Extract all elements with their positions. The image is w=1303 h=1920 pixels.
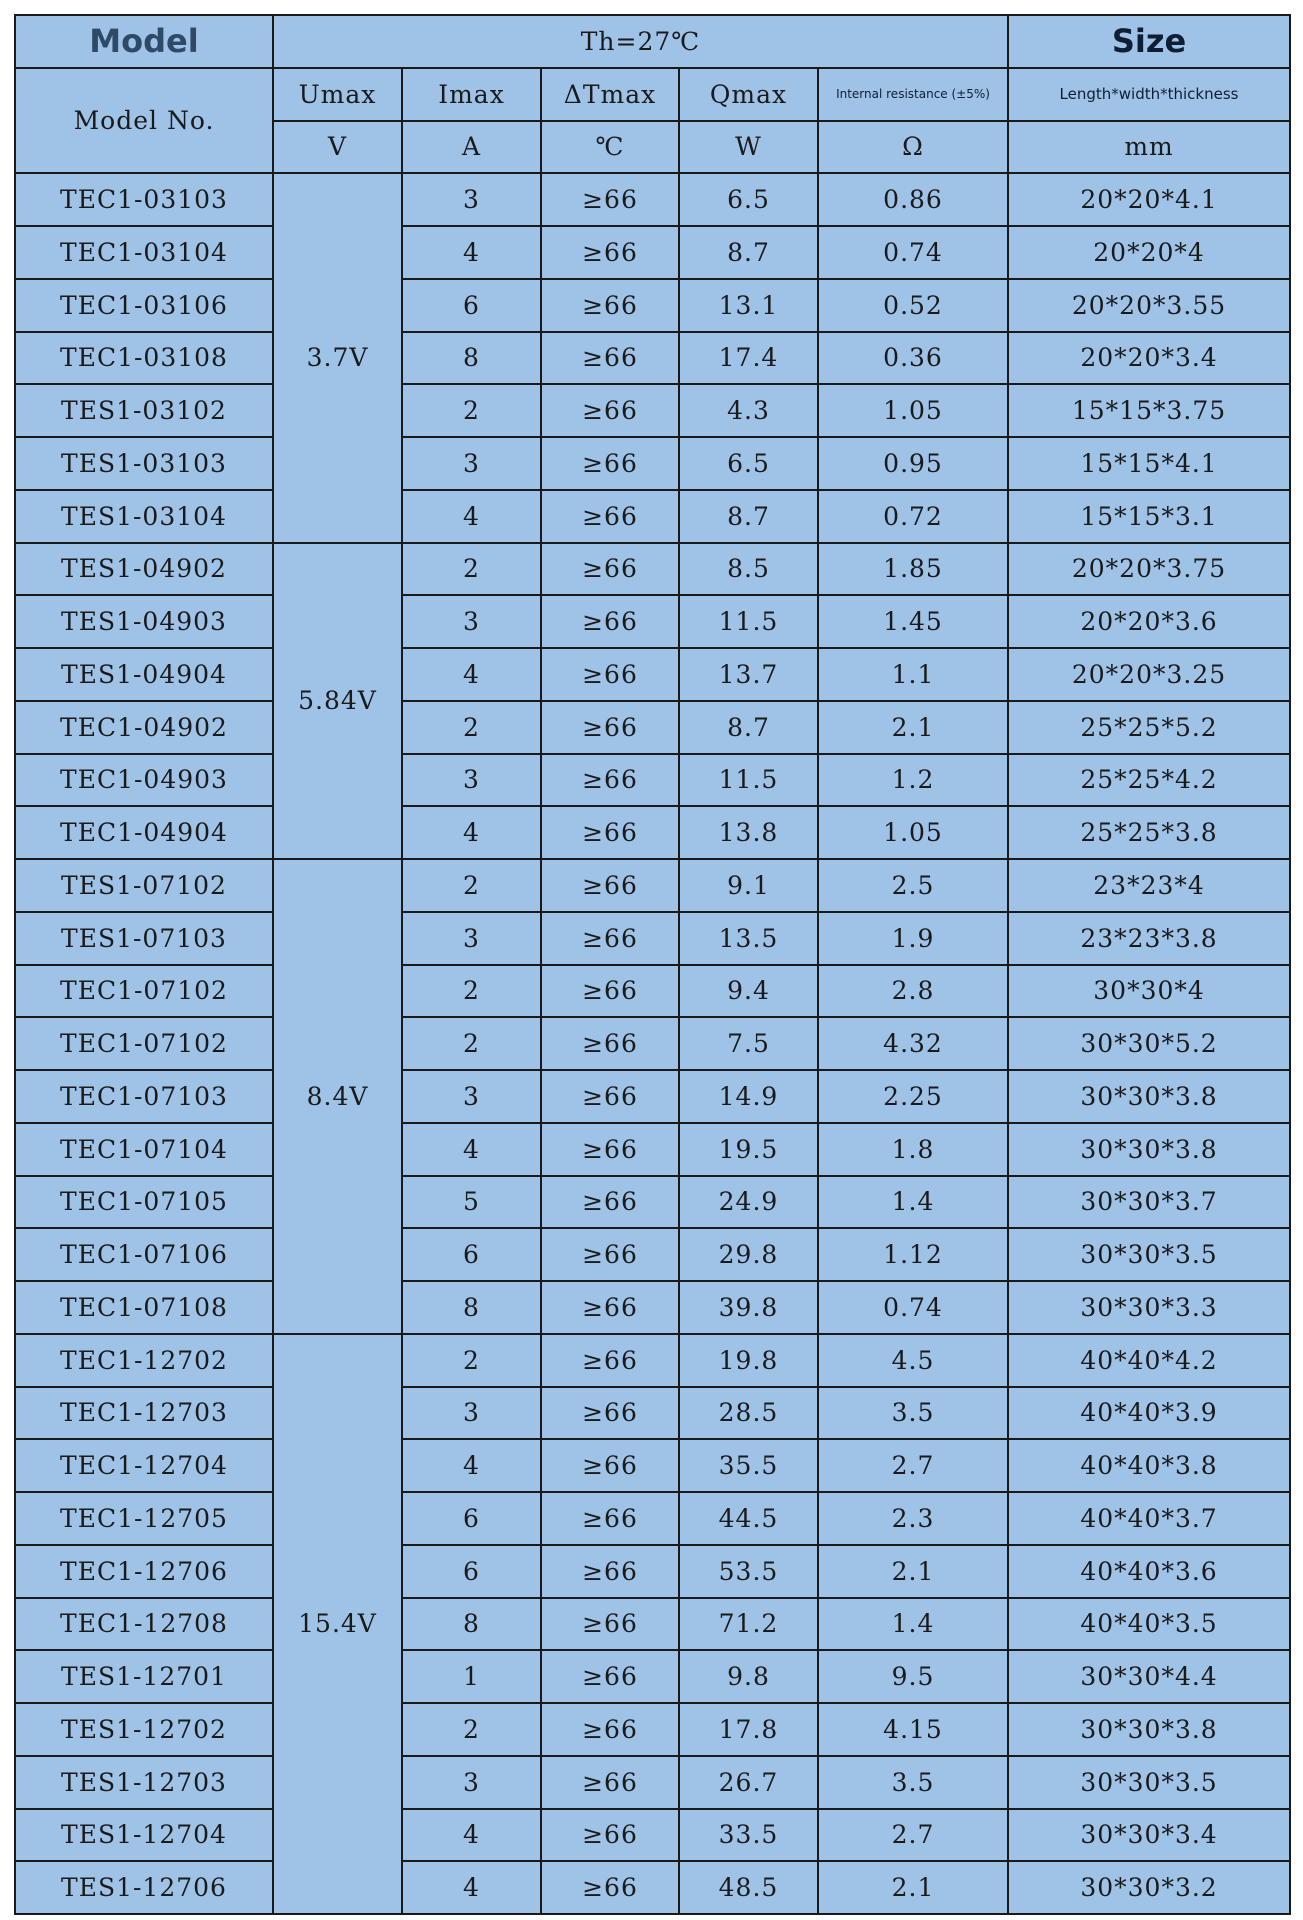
imax-cell: 3: [402, 1070, 541, 1123]
table-row: [15, 1281, 1290, 1334]
size-heading: Size: [1008, 15, 1290, 68]
imax-cell: 8: [402, 332, 541, 385]
model-cell: TEC1-12708: [15, 1598, 273, 1651]
umax-group-cell: 15.4V: [273, 1334, 402, 1914]
size-cell: 30*30*3.5: [1008, 1756, 1290, 1809]
table-row: [15, 1545, 1290, 1598]
qmax-cell: 8.7: [679, 226, 818, 279]
qmax-cell: 17.4: [679, 332, 818, 385]
model-cell: TEC1-03103: [15, 173, 273, 226]
size-cell: 15*15*4.1: [1008, 437, 1290, 490]
table-row: [15, 1176, 1290, 1229]
model-cell: TEC1-03104: [15, 226, 273, 279]
imax-cell: 4: [402, 1439, 541, 1492]
dtmax-cell: ≥66: [541, 1228, 679, 1281]
imax-cell: 6: [402, 279, 541, 332]
dimensions-heading: Length*width*thickness: [1008, 68, 1290, 121]
table-row: [15, 1070, 1290, 1123]
dtmax-cell: ≥66: [541, 384, 679, 437]
size-cell: 25*25*4.2: [1008, 754, 1290, 807]
imax-cell: 3: [402, 1756, 541, 1809]
imax-cell: 3: [402, 437, 541, 490]
model-cell: TEC1-12706: [15, 1545, 273, 1598]
dtmax-cell: ≥66: [541, 1176, 679, 1229]
dtmax-cell: ≥66: [541, 806, 679, 859]
qmax-cell: 13.7: [679, 648, 818, 701]
model-cell: TES1-03102: [15, 384, 273, 437]
qmax-cell: 9.1: [679, 859, 818, 912]
dtmax-cell: ≥66: [541, 1545, 679, 1598]
dtmax-cell: ≥66: [541, 1387, 679, 1440]
table-row: [15, 595, 1290, 648]
imax-cell: 3: [402, 912, 541, 965]
resistance-cell: 2.8: [818, 965, 1008, 1018]
table-row: [15, 1334, 1290, 1387]
imax-cell: 6: [402, 1492, 541, 1545]
imax-cell: 3: [402, 1387, 541, 1440]
condition-heading: Th=27℃: [273, 15, 1008, 68]
model-cell: TES1-03104: [15, 490, 273, 543]
resistance-cell: 1.4: [818, 1176, 1008, 1229]
imax-cell: 8: [402, 1281, 541, 1334]
model-cell: TEC1-07105: [15, 1176, 273, 1229]
model-cell: TES1-12703: [15, 1756, 273, 1809]
spec-table: [14, 14, 1291, 1915]
resistance-cell: 1.05: [818, 806, 1008, 859]
resistance-cell: 4.32: [818, 1017, 1008, 1070]
model-cell: TEC1-07102: [15, 1017, 273, 1070]
model-cell: TEC1-07106: [15, 1228, 273, 1281]
table-row: [15, 437, 1290, 490]
model-cell: TES1-12702: [15, 1703, 273, 1756]
resistance-cell: 2.1: [818, 1861, 1008, 1914]
resistance-cell: 1.9: [818, 912, 1008, 965]
imax-cell: 6: [402, 1228, 541, 1281]
model-cell: TEC1-07103: [15, 1070, 273, 1123]
model-cell: TEC1-12703: [15, 1387, 273, 1440]
qmax-cell: 28.5: [679, 1387, 818, 1440]
resistance-cell: 2.7: [818, 1809, 1008, 1862]
dtmax-cell: ≥66: [541, 1598, 679, 1651]
size-cell: 20*20*4.1: [1008, 173, 1290, 226]
header-row-1: [15, 15, 1290, 68]
size-cell: 25*25*3.8: [1008, 806, 1290, 859]
size-cell: 30*30*4.4: [1008, 1650, 1290, 1703]
qmax-cell: 8.5: [679, 543, 818, 596]
model-cell: TES1-12701: [15, 1650, 273, 1703]
qmax-cell: 8.7: [679, 490, 818, 543]
size-cell: 20*20*3.4: [1008, 332, 1290, 385]
dtmax-cell: ≥66: [541, 437, 679, 490]
model-cell: TES1-04903: [15, 595, 273, 648]
imax-cell: 4: [402, 490, 541, 543]
resistance-cell: 1.1: [818, 648, 1008, 701]
resistance-cell: 1.8: [818, 1123, 1008, 1176]
resistance-cell: 1.4: [818, 1598, 1008, 1651]
unit-ohm: Ω: [818, 121, 1008, 174]
model-cell: TES1-04904: [15, 648, 273, 701]
dtmax-cell: ≥66: [541, 648, 679, 701]
dtmax-cell: ≥66: [541, 1123, 679, 1176]
qmax-cell: 19.5: [679, 1123, 818, 1176]
resistance-cell: 0.95: [818, 437, 1008, 490]
size-cell: 40*40*3.7: [1008, 1492, 1290, 1545]
imax-cell: 4: [402, 226, 541, 279]
umax-group-cell: 8.4V: [273, 859, 402, 1334]
dtmax-cell: ≥66: [541, 1017, 679, 1070]
model-cell: TEC1-07108: [15, 1281, 273, 1334]
imax-cell: 5: [402, 1176, 541, 1229]
size-cell: 30*30*3.4: [1008, 1809, 1290, 1862]
resistance-cell: 0.36: [818, 332, 1008, 385]
qmax-cell: 44.5: [679, 1492, 818, 1545]
model-no-heading: Model No.: [15, 68, 273, 174]
table-row: [15, 701, 1290, 754]
model-cell: TEC1-03106: [15, 279, 273, 332]
model-cell: TEC1-07102: [15, 965, 273, 1018]
table-row: [15, 859, 1290, 912]
size-cell: 30*30*3.3: [1008, 1281, 1290, 1334]
imax-cell: 3: [402, 595, 541, 648]
size-cell: 20*20*4: [1008, 226, 1290, 279]
table-row: [15, 1598, 1290, 1651]
dtmax-heading: ΔTmax: [541, 68, 679, 121]
imax-cell: 2: [402, 859, 541, 912]
dtmax-cell: ≥66: [541, 1070, 679, 1123]
table-row: [15, 912, 1290, 965]
resistance-cell: 2.25: [818, 1070, 1008, 1123]
unit-watt: W: [679, 121, 818, 174]
size-cell: 30*30*3.2: [1008, 1861, 1290, 1914]
resistance-cell: 2.7: [818, 1439, 1008, 1492]
model-cell: TES1-12704: [15, 1809, 273, 1862]
size-cell: 25*25*5.2: [1008, 701, 1290, 754]
size-cell: 15*15*3.75: [1008, 384, 1290, 437]
model-cell: TEC1-07104: [15, 1123, 273, 1176]
model-cell: TEC1-12704: [15, 1439, 273, 1492]
table-row: [15, 1017, 1290, 1070]
qmax-cell: 53.5: [679, 1545, 818, 1598]
model-cell: TES1-12706: [15, 1861, 273, 1914]
size-cell: 20*20*3.75: [1008, 543, 1290, 596]
size-cell: 30*30*5.2: [1008, 1017, 1290, 1070]
qmax-cell: 9.8: [679, 1650, 818, 1703]
imax-cell: 2: [402, 1334, 541, 1387]
table-row: [15, 754, 1290, 807]
size-cell: 30*30*4: [1008, 965, 1290, 1018]
resistance-cell: 0.52: [818, 279, 1008, 332]
imax-cell: 8: [402, 1598, 541, 1651]
dtmax-cell: ≥66: [541, 859, 679, 912]
dtmax-cell: ≥66: [541, 173, 679, 226]
resistance-cell: 0.72: [818, 490, 1008, 543]
table-row: [15, 965, 1290, 1018]
table-row: [15, 1809, 1290, 1862]
size-cell: 23*23*3.8: [1008, 912, 1290, 965]
dtmax-cell: ≥66: [541, 1281, 679, 1334]
qmax-cell: 17.8: [679, 1703, 818, 1756]
dtmax-cell: ≥66: [541, 595, 679, 648]
imax-cell: 1: [402, 1650, 541, 1703]
size-cell: 30*30*3.8: [1008, 1070, 1290, 1123]
imax-cell: 4: [402, 1123, 541, 1176]
unit-amp: A: [402, 121, 541, 174]
dtmax-cell: ≥66: [541, 332, 679, 385]
qmax-cell: 4.3: [679, 384, 818, 437]
dtmax-cell: ≥66: [541, 226, 679, 279]
model-cell: TEC1-03108: [15, 332, 273, 385]
table-row: [15, 1756, 1290, 1809]
size-cell: 15*15*3.1: [1008, 490, 1290, 543]
resistance-cell: 3.5: [818, 1387, 1008, 1440]
qmax-cell: 11.5: [679, 595, 818, 648]
table-row: [15, 1387, 1290, 1440]
imax-cell: 6: [402, 1545, 541, 1598]
dtmax-cell: ≥66: [541, 1809, 679, 1862]
resistance-cell: 2.1: [818, 701, 1008, 754]
model-cell: TES1-04902: [15, 543, 273, 596]
qmax-cell: 39.8: [679, 1281, 818, 1334]
qmax-cell: 7.5: [679, 1017, 818, 1070]
dtmax-cell: ≥66: [541, 1861, 679, 1914]
table-row: [15, 1650, 1290, 1703]
header-row-2: [15, 68, 1290, 121]
dtmax-cell: ≥66: [541, 1439, 679, 1492]
qmax-cell: 13.1: [679, 279, 818, 332]
resistance-cell: 4.15: [818, 1703, 1008, 1756]
qmax-cell: 11.5: [679, 754, 818, 807]
imax-cell: 2: [402, 1703, 541, 1756]
resistance-cell: 2.1: [818, 1545, 1008, 1598]
qmax-cell: 13.5: [679, 912, 818, 965]
qmax-cell: 6.5: [679, 173, 818, 226]
qmax-cell: 35.5: [679, 1439, 818, 1492]
qmax-cell: 19.8: [679, 1334, 818, 1387]
unit-celsius: ℃: [541, 121, 679, 174]
qmax-cell: 26.7: [679, 1756, 818, 1809]
size-cell: 30*30*3.8: [1008, 1123, 1290, 1176]
dtmax-cell: ≥66: [541, 912, 679, 965]
unit-volt: V: [273, 121, 402, 174]
imax-cell: 2: [402, 543, 541, 596]
model-cell: TEC1-12705: [15, 1492, 273, 1545]
imax-cell: 2: [402, 701, 541, 754]
qmax-cell: 8.7: [679, 701, 818, 754]
table-row: [15, 173, 1290, 226]
size-cell: 40*40*3.9: [1008, 1387, 1290, 1440]
model-cell: TEC1-12702: [15, 1334, 273, 1387]
qmax-cell: 33.5: [679, 1809, 818, 1862]
resistance-cell: 1.05: [818, 384, 1008, 437]
model-cell: TEC1-04903: [15, 754, 273, 807]
resistance-cell: 2.5: [818, 859, 1008, 912]
size-cell: 40*40*3.8: [1008, 1439, 1290, 1492]
table-row: [15, 384, 1290, 437]
size-cell: 20*20*3.25: [1008, 648, 1290, 701]
qmax-cell: 24.9: [679, 1176, 818, 1229]
resistance-cell: 9.5: [818, 1650, 1008, 1703]
dtmax-cell: ≥66: [541, 1492, 679, 1545]
table-row: [15, 1703, 1290, 1756]
resistance-cell: 1.85: [818, 543, 1008, 596]
size-cell: 20*20*3.55: [1008, 279, 1290, 332]
resistance-cell: 2.3: [818, 1492, 1008, 1545]
model-cell: TES1-03103: [15, 437, 273, 490]
table-row: [15, 543, 1290, 596]
dtmax-cell: ≥66: [541, 490, 679, 543]
umax-group-cell: 5.84V: [273, 543, 402, 860]
resistance-heading: Internal resistance (±5%): [818, 68, 1008, 121]
qmax-cell: 13.8: [679, 806, 818, 859]
imax-cell: 3: [402, 173, 541, 226]
imax-cell: 2: [402, 1017, 541, 1070]
dtmax-cell: ≥66: [541, 1334, 679, 1387]
table-row: [15, 1439, 1290, 1492]
table-row: [15, 648, 1290, 701]
table-row: [15, 1228, 1290, 1281]
size-cell: 40*40*3.6: [1008, 1545, 1290, 1598]
imax-cell: 3: [402, 754, 541, 807]
size-cell: 40*40*4.2: [1008, 1334, 1290, 1387]
qmax-cell: 9.4: [679, 965, 818, 1018]
table-row: [15, 490, 1290, 543]
dtmax-cell: ≥66: [541, 1703, 679, 1756]
qmax-cell: 14.9: [679, 1070, 818, 1123]
umax-heading: Umax: [273, 68, 402, 121]
dtmax-cell: ≥66: [541, 543, 679, 596]
imax-cell: 4: [402, 648, 541, 701]
imax-cell: 2: [402, 965, 541, 1018]
dtmax-cell: ≥66: [541, 279, 679, 332]
model-cell: TEC1-04904: [15, 806, 273, 859]
imax-cell: 2: [402, 384, 541, 437]
dtmax-cell: ≥66: [541, 965, 679, 1018]
size-cell: 30*30*3.8: [1008, 1703, 1290, 1756]
umax-group-cell: 3.7V: [273, 173, 402, 542]
dtmax-cell: ≥66: [541, 1756, 679, 1809]
dtmax-cell: ≥66: [541, 754, 679, 807]
size-cell: 20*20*3.6: [1008, 595, 1290, 648]
table-row: [15, 806, 1290, 859]
resistance-cell: 0.74: [818, 1281, 1008, 1334]
resistance-cell: 1.2: [818, 754, 1008, 807]
model-heading: Model: [15, 15, 273, 68]
model-cell: TEC1-04902: [15, 701, 273, 754]
resistance-cell: 3.5: [818, 1756, 1008, 1809]
dtmax-cell: ≥66: [541, 1650, 679, 1703]
resistance-cell: 1.12: [818, 1228, 1008, 1281]
size-cell: 23*23*4: [1008, 859, 1290, 912]
resistance-cell: 1.45: [818, 595, 1008, 648]
qmax-cell: 48.5: [679, 1861, 818, 1914]
qmax-heading: Qmax: [679, 68, 818, 121]
table-row: [15, 1492, 1290, 1545]
model-cell: TES1-07103: [15, 912, 273, 965]
imax-cell: 4: [402, 1809, 541, 1862]
resistance-cell: 4.5: [818, 1334, 1008, 1387]
resistance-cell: 0.74: [818, 226, 1008, 279]
unit-mm: mm: [1008, 121, 1290, 174]
table-row: [15, 1861, 1290, 1914]
qmax-cell: 29.8: [679, 1228, 818, 1281]
qmax-cell: 6.5: [679, 437, 818, 490]
size-cell: 30*30*3.7: [1008, 1176, 1290, 1229]
table-row: [15, 226, 1290, 279]
size-cell: 30*30*3.5: [1008, 1228, 1290, 1281]
imax-cell: 4: [402, 1861, 541, 1914]
qmax-cell: 71.2: [679, 1598, 818, 1651]
table-row: [15, 332, 1290, 385]
imax-heading: Imax: [402, 68, 541, 121]
table-row: [15, 279, 1290, 332]
table-row: [15, 1123, 1290, 1176]
model-cell: TES1-07102: [15, 859, 273, 912]
dtmax-cell: ≥66: [541, 701, 679, 754]
imax-cell: 4: [402, 806, 541, 859]
resistance-cell: 0.86: [818, 173, 1008, 226]
size-cell: 40*40*3.5: [1008, 1598, 1290, 1651]
